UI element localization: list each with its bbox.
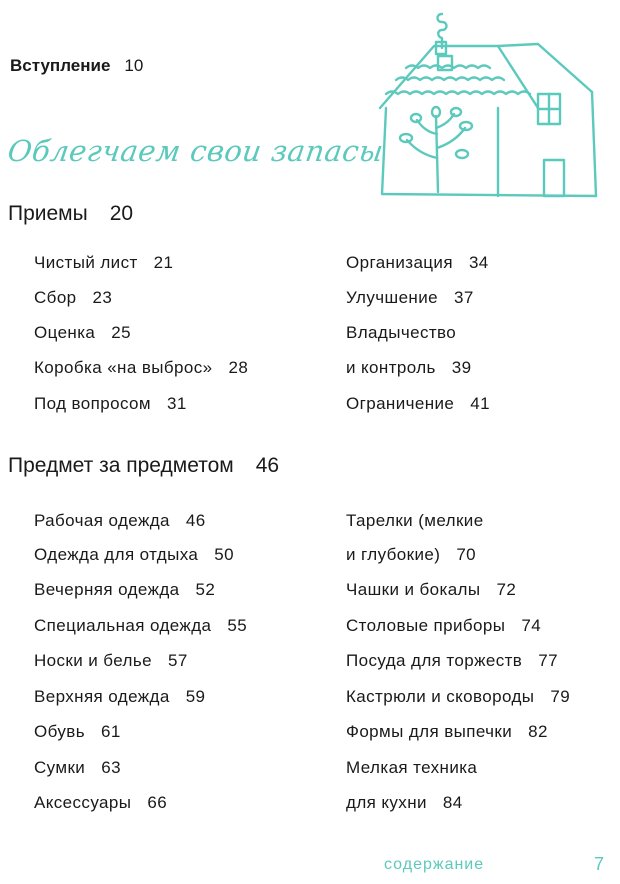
entry-label: Под вопросом: [34, 394, 151, 413]
house-illustration-icon: [370, 8, 602, 202]
toc-entry[interactable]: [346, 580, 516, 600]
section-page: 20: [109, 202, 134, 225]
toc-entry[interactable]: [34, 793, 167, 813]
entry-label: для кухни: [346, 793, 427, 812]
entry-page: 77: [538, 651, 558, 670]
toc-entry[interactable]: [34, 758, 121, 778]
entry-label: Владычество: [346, 323, 457, 342]
toc-entry[interactable]: [346, 288, 474, 308]
toc-entry[interactable]: [346, 253, 489, 273]
entry-page: 61: [100, 722, 121, 741]
script-heading: Облегчаем свои запасы: [5, 134, 386, 168]
entry-page: 28: [228, 358, 249, 377]
toc-entry[interactable]: [346, 793, 463, 813]
entry-page: 34: [468, 253, 489, 272]
toc-entry[interactable]: [34, 616, 247, 636]
toc-entry[interactable]: [34, 253, 173, 273]
entry-label: Носки и белье: [34, 651, 152, 670]
entry-label: Формы для выпечки: [346, 722, 513, 741]
entry-page: 25: [111, 323, 131, 342]
entry-page: 39: [451, 358, 472, 377]
entry-label: Чистый лист: [34, 253, 138, 272]
entry-label: Специальная одежда: [34, 616, 212, 635]
entry-page: 55: [227, 616, 248, 635]
entry-page: 66: [147, 793, 168, 812]
entry-page: 74: [521, 616, 542, 635]
entry-page: 72: [496, 580, 517, 599]
toc-entry[interactable]: [346, 651, 558, 671]
intro-page: 10: [124, 56, 144, 75]
entry-label: Вечерняя одежда: [34, 580, 180, 599]
toc-entry[interactable]: [34, 651, 188, 671]
entry-page: 84: [442, 793, 463, 812]
section-title-priemy[interactable]: [8, 202, 133, 226]
entry-page: 63: [101, 758, 121, 777]
entry-page: 23: [92, 288, 113, 307]
footer-section-label: содержание: [384, 856, 485, 873]
toc-entry[interactable]: [34, 545, 234, 565]
entry-label: Коробка «на выброс»: [34, 358, 213, 377]
entry-label: Кастрюли и сковороды: [346, 687, 535, 706]
entry-page: 79: [550, 687, 571, 706]
toc-entry[interactable]: [34, 722, 121, 742]
toc-entry[interactable]: [346, 687, 570, 707]
entry-label: Обувь: [34, 722, 85, 741]
entry-label: и глубокие): [346, 545, 441, 564]
toc-entry[interactable]: [346, 358, 472, 378]
entry-page: 46: [185, 511, 206, 530]
entry-label: Рабочая одежда: [34, 511, 170, 530]
entry-page: 50: [214, 545, 234, 564]
toc-entry[interactable]: [346, 394, 490, 414]
entry-label: Тарелки (мелкие: [346, 511, 484, 530]
toc-entry[interactable]: [34, 511, 206, 531]
toc-entry[interactable]: [346, 758, 477, 778]
toc-entry[interactable]: [346, 616, 541, 636]
toc-entry[interactable]: [34, 394, 187, 414]
entry-label: Сумки: [34, 758, 86, 777]
entry-page: 82: [528, 722, 548, 741]
entry-page: 31: [167, 394, 187, 413]
entry-label: Мелкая техника: [346, 758, 478, 777]
section-page: 46: [255, 454, 280, 477]
toc-entry[interactable]: [34, 288, 112, 308]
entry-page: 52: [195, 580, 216, 599]
entry-label: Организация: [346, 253, 453, 272]
toc-entry[interactable]: [346, 545, 476, 565]
intro-label: Вступление: [10, 56, 111, 75]
footer-page-number: 7: [594, 854, 605, 874]
entry-page: 57: [167, 651, 188, 670]
entry-label: и контроль: [346, 358, 436, 377]
entry-page: 70: [456, 545, 477, 564]
entry-label: Верхняя одежда: [34, 687, 170, 706]
toc-entry[interactable]: [34, 580, 215, 600]
entry-label: Столовые приборы: [346, 616, 506, 635]
section-title: Предмет за предметом: [8, 454, 234, 477]
toc-entry[interactable]: [346, 722, 548, 742]
section-title: Приемы: [8, 202, 88, 225]
entry-page: 59: [185, 687, 206, 706]
section-title-predmet[interactable]: [8, 454, 279, 478]
entry-label: Ограничение: [346, 394, 455, 413]
entry-label: Сбор: [34, 288, 77, 307]
entry-page: 37: [453, 288, 474, 307]
toc-entry[interactable]: [346, 511, 484, 531]
toc-entry[interactable]: [34, 358, 248, 378]
entry-label: Оценка: [34, 323, 96, 342]
entry-page: 21: [153, 253, 174, 272]
toc-intro[interactable]: [10, 56, 143, 76]
toc-entry[interactable]: [34, 323, 131, 343]
entry-label: Улучшение: [346, 288, 438, 307]
entry-label: Посуда для торжеств: [346, 651, 523, 670]
toc-entry[interactable]: [34, 687, 205, 707]
entry-label: Одежда для отдыха: [34, 545, 199, 564]
entry-label: Чашки и бокалы: [346, 580, 481, 599]
entry-page: 41: [470, 394, 490, 413]
entry-label: Аксессуары: [34, 793, 132, 812]
toc-entry[interactable]: [346, 323, 456, 343]
